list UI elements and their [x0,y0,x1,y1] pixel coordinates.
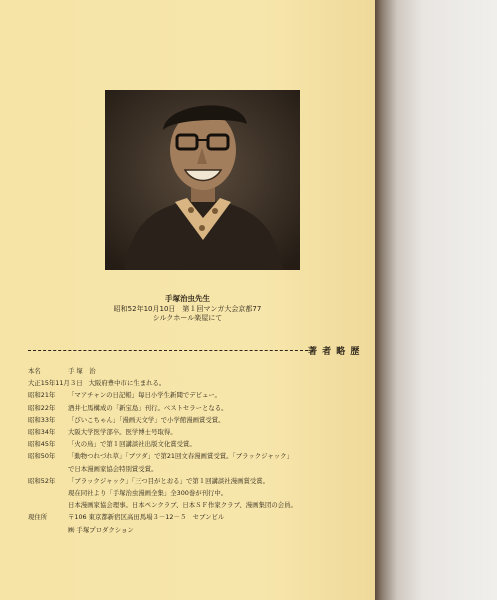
bio-text: で日本漫画家協会特別賞受賞。 [68,464,158,473]
photo-caption-date: 昭和52年10月10日 第１回マンガ大会京都77 [113,305,262,313]
bio-label [28,487,68,499]
bio-label: 本名 [28,367,41,375]
bio-label: 昭和52年 [28,476,56,485]
author-portrait [105,90,300,270]
bio-row [28,511,373,523]
bio-text: 酒井七馬構成の「新宝島」刊行。ベストセラーとなる。 [68,403,228,412]
bio-label: 昭和22年 [28,403,56,412]
bio-text: 日本漫画家協会理事。日本ペンクラブ、日本ＳＦ作家クラブ、漫画集団の会員。 [68,501,297,510]
bio-label: 昭和21年 [28,391,56,400]
section-heading: 著 者 略 歴 [308,347,361,357]
bio-text: ㈱ 手塚プロダクション [68,525,134,534]
author-biography [28,365,373,536]
bio-text: 「マアチャンの日記帳」毎日小学生新聞でデビュー。 [68,391,221,400]
bio-row [28,377,373,389]
bio-label [28,524,68,536]
bio-text: 〒106 東京都新宿区高田馬場３－12－５ セブンビル [68,513,225,522]
photo-caption-name: 手塚治虫先生 [165,294,210,303]
bio-text: 「動物つれづれ草」「ブツダ」で第21回文春漫画賞受賞。「ブラックジャック」 [68,452,293,461]
bio-row [28,524,373,536]
bio-row [28,365,373,377]
bio-row [28,487,373,499]
bio-text: 大阪大学医学部卒。医学博士号取得。 [68,428,177,437]
bio-row [28,402,373,414]
bio-label: 昭和45年 [28,440,56,449]
bio-row [28,463,373,475]
photo-caption-place: シルクホール楽屋にて [152,314,223,322]
bio-label [28,463,68,475]
heading-rule [28,350,308,351]
bio-text: 「びいこちゃん」「漫画天文学」で小学館漫画賞受賞。 [68,415,225,424]
bio-row [28,438,373,450]
bio-label: 昭和50年 [28,452,56,461]
bio-text: 「ブラックジャック」「三つ目がとおる」で第１回講談社漫画賞受賞。 [68,476,270,485]
bio-text: 「火の鳥」で第１回講談社出版文化賞受賞。 [68,440,196,449]
bio-text: 大阪府豊中市に生まれる。 [88,379,166,388]
bio-row [28,426,373,438]
bio-label: 現住所 [28,513,48,522]
bio-row [28,475,373,487]
bio-text: 現在同社より「手塚治虫漫画全集」全300巻が刊行中。 [68,489,228,498]
book-spine-gutter [375,0,497,600]
bio-row [28,389,373,401]
bio-text: 手 塚 治 [68,367,96,375]
bio-row [28,414,373,426]
bio-label: 大正15年11月３日 [28,379,83,388]
bio-label [28,499,68,511]
bio-row [28,450,373,462]
bio-row [28,499,373,511]
bio-label: 昭和33年 [28,415,56,424]
bio-label: 昭和34年 [28,428,56,437]
